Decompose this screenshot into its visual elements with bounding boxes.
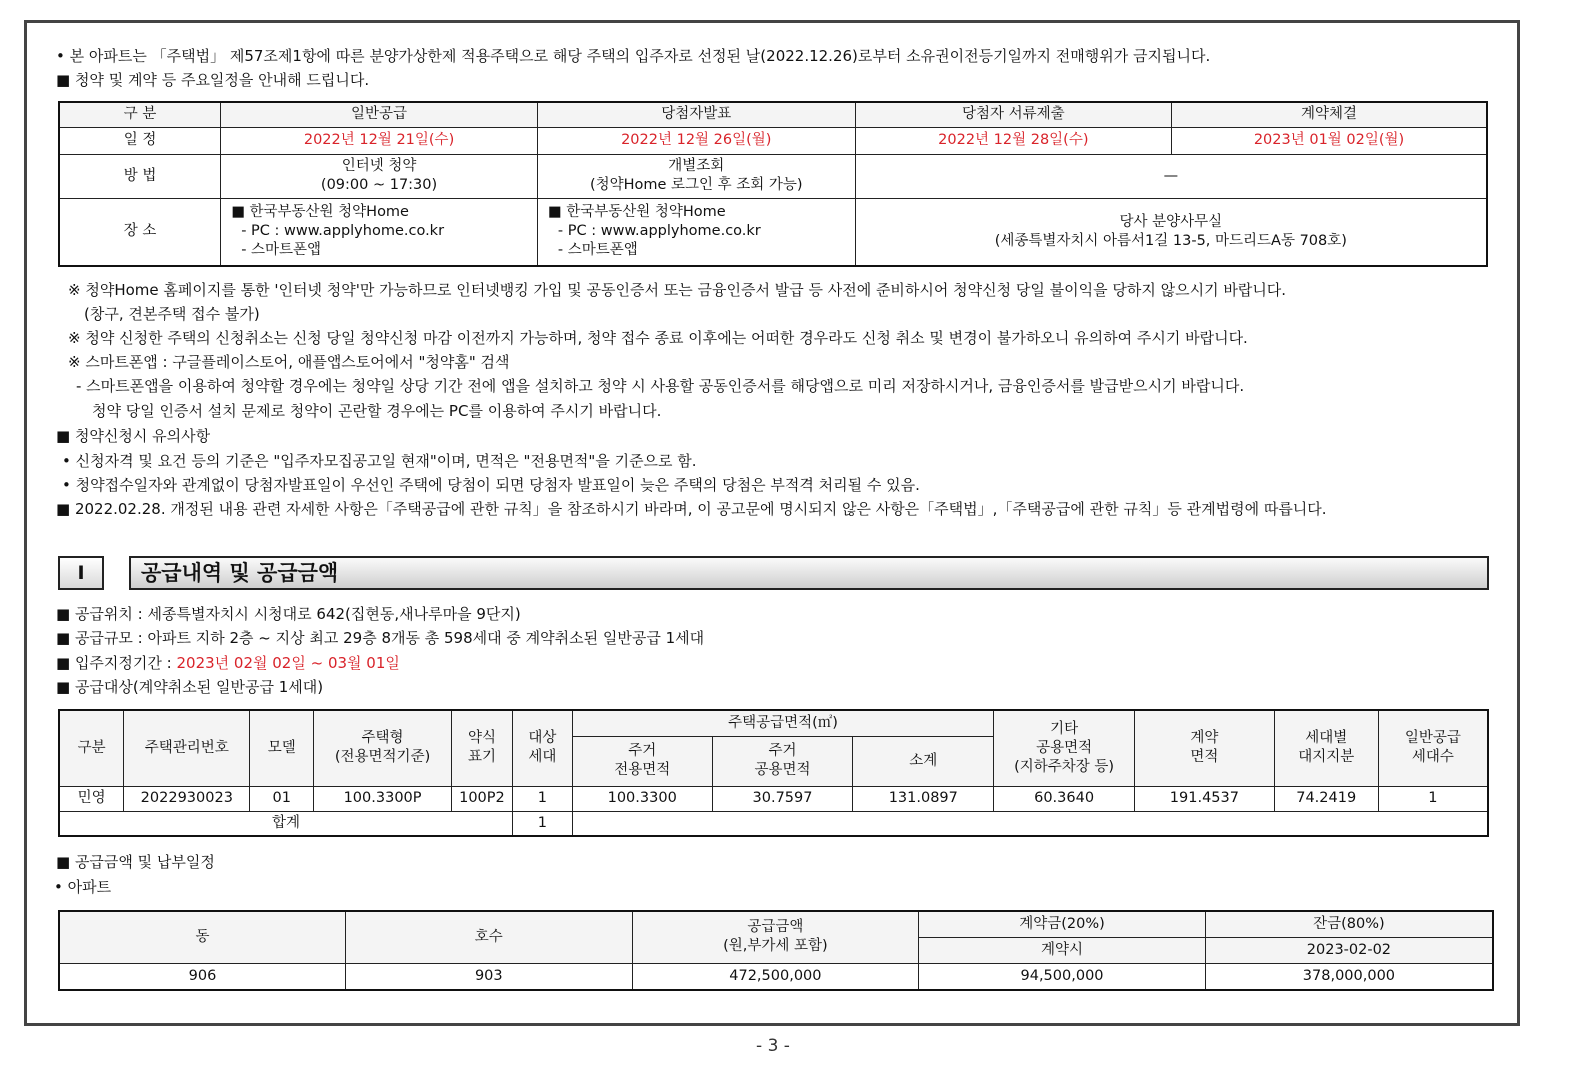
price-h-deposit-when: 계약시 — [919, 937, 1206, 963]
supply-h-land — [1274, 710, 1378, 786]
price-cell-dong: 906 — [59, 963, 346, 990]
supply-location: ■ 공급위치 : 세종특별자치시 시청대로 642(집현동,새나루마을 9단지) — [56, 605, 521, 623]
cell-exclusive: 100.3300 — [572, 786, 712, 811]
schedule-place-row — [59, 198, 1487, 266]
supply-h-other-2: 공용면적 — [1036, 739, 1093, 756]
supply-h-exclusive — [572, 736, 712, 786]
supply-h-common — [712, 736, 853, 786]
caution-eligibility: • 신청자격 및 요건 등의 기준은 "입주자모집공고일 현재"이며, 면적은 "전용면적"을 기준으로 함. — [62, 452, 697, 470]
schedule-place-label: 장 소 — [59, 198, 221, 266]
supply-h-exclusive-2: 전용면적 — [614, 762, 671, 778]
supply-h-other — [994, 710, 1135, 786]
supply-h-type-2: (전용면적기준) — [334, 749, 431, 766]
supply-total-label: 합계 — [59, 811, 512, 836]
supply-h-type — [314, 710, 452, 786]
place-office — [855, 198, 1487, 266]
cell-abbr: 100P2 — [451, 786, 512, 811]
table-row — [59, 963, 1493, 990]
section-number: I — [58, 556, 104, 590]
supply-h-units — [512, 710, 572, 786]
price-cell-deposit: 94,500,000 — [919, 963, 1206, 990]
price-h-amount-1: 공급금액 — [747, 919, 804, 936]
schedule-table — [58, 101, 1488, 267]
cell-house-no: 2022930023 — [124, 786, 250, 811]
method-winner — [537, 154, 855, 198]
place-winner-pc-link[interactable]: - PC : www.applyhome.co.kr — [557, 223, 761, 240]
place-winner — [537, 198, 855, 266]
move-in-period-label: ■ 입주지정기간 : — [56, 654, 177, 672]
supply-h-common-1: 주거 — [768, 743, 797, 759]
supply-h-other-1: 기타 — [1050, 720, 1079, 737]
supply-total-units: 1 — [512, 811, 572, 836]
cell-subtotal: 131.0897 — [853, 786, 994, 811]
cell-model: 01 — [250, 786, 314, 811]
supply-h-house-no: 주택관리번호 — [124, 710, 250, 786]
place-office-line2: (세종특별자치시 아름서1길 13-5, 마드리드A동 708호) — [994, 232, 1347, 249]
schedule-heading: ■ 청약 및 계약 등 주요일정을 안내해 드립니다. — [56, 71, 370, 89]
supply-scale: ■ 공급규모 : 아파트 지하 2층 ~ 지상 최고 29층 8개동 총 598세대 중 계약취소된 일반공급 1세대 — [56, 629, 705, 647]
section-title: 공급내역 및 공급금액 — [129, 556, 1489, 590]
schedule-date-label: 일 정 — [59, 127, 221, 154]
price-h-balance-date: 2023-02-02 — [1205, 937, 1493, 963]
supply-h-area-group: 주택공급면적(㎡) — [572, 710, 993, 736]
supply-h-general-1: 일반공급 — [1404, 730, 1461, 747]
note-app-install: - 스마트폰앱을 이용하여 청약할 경우에는 청약일 상당 기간 전에 앱을 설치하고 청약 시 사용할 공동인증서를 해당앱으로 미리 저장하시거나, 금융인증서를 발급받으시기 바랍니다. — [76, 377, 1245, 395]
place-general-line1: ■ 한국부동산원 청약Home — [231, 204, 409, 221]
price-header-row-1 — [59, 911, 1493, 937]
schedule-header-contract: 계약체결 — [1172, 102, 1487, 127]
supply-h-subtotal: 소계 — [853, 736, 994, 786]
schedule-method-label: 방 법 — [59, 154, 221, 198]
price-subheading: • 아파트 — [54, 878, 112, 896]
cell-land: 74.2419 — [1274, 786, 1378, 811]
supply-h-type-1: 주택형 — [361, 730, 404, 747]
supply-target: ■ 공급대상(계약취소된 일반공급 1세대) — [56, 678, 324, 696]
price-table — [58, 910, 1494, 991]
method-rest: — — [855, 154, 1487, 198]
date-general: 2022년 12월 21일(수) — [221, 127, 538, 154]
cell-contract: 191.4537 — [1134, 786, 1274, 811]
supply-h-contract-1: 계약 — [1190, 730, 1219, 747]
price-h-amount — [632, 911, 919, 963]
place-general-line3: - 스마트폰앱 — [241, 242, 322, 259]
note-no-counter: (창구, 견본주택 접수 불가) — [84, 305, 260, 323]
page-number: - 3 - — [756, 1036, 790, 1056]
schedule-header-row — [59, 102, 1487, 127]
supply-h-land-2: 대지지분 — [1298, 749, 1355, 766]
move-in-period — [56, 653, 400, 673]
supply-header-row-1 — [59, 710, 1488, 736]
supply-h-contract-2: 면적 — [1190, 749, 1219, 766]
place-winner-line3: - 스마트폰앱 — [557, 242, 638, 259]
supply-h-general-2: 세대수 — [1411, 749, 1454, 766]
schedule-date-row — [59, 127, 1487, 154]
price-cell-ho: 903 — [346, 963, 633, 990]
price-h-ho: 호수 — [346, 911, 633, 963]
method-general-line1: 인터넷 청약 — [341, 158, 417, 174]
supply-h-abbr-1: 약식 — [467, 730, 496, 747]
method-general — [221, 154, 538, 198]
schedule-header-general: 일반공급 — [221, 102, 538, 127]
resale-notice: • 본 아파트는 「주택법」 제57조제1항에 따른 분양가상한제 적용주택으로 해당 주택의 입주자로 선정된 날(2022.12.26)로부터 소유권이전등기일까지 전매행위가 금지됩니다. — [56, 47, 1211, 65]
supply-h-exclusive-1: 주거 — [628, 743, 657, 759]
move-in-period-value: 2023년 02월 02일 ~ 03월 01일 — [176, 654, 400, 672]
method-general-line2: (09:00 ~ 17:30) — [320, 177, 438, 193]
note-smartphone: ※ 스마트폰앱 : 구글플레이스토어, 애플앱스토어에서 "청약홈" 검색 — [68, 353, 510, 371]
method-winner-line1: 개별조회 — [668, 158, 725, 174]
price-h-amount-2: (원,부가세 포함) — [723, 938, 828, 955]
price-h-balance: 잔금(80%) — [1205, 911, 1493, 937]
cell-general: 1 — [1378, 786, 1488, 811]
caution-regulation: ■ 2022.02.28. 개정된 내용 관련 자세한 사항은「주택공급에 관한 규칙」을 참조하시기 바라며, 이 공고문에 명시되지 않은 사항은「주택법」,「주택공급에 관한 규칙」등 관계법령에 따릅니다. — [56, 500, 1327, 518]
price-heading: ■ 공급금액 및 납부일정 — [56, 853, 215, 871]
place-general-pc-link[interactable]: - PC : www.applyhome.co.kr — [241, 223, 445, 240]
supply-h-contract — [1134, 710, 1274, 786]
supply-h-units-2: 세대 — [528, 749, 557, 766]
caution-heading: ■ 청약신청시 유의사항 — [56, 427, 211, 445]
schedule-method-row — [59, 154, 1487, 198]
table-row — [59, 786, 1488, 811]
supply-h-abbr-2: 표기 — [467, 749, 496, 766]
price-cell-balance: 378,000,000 — [1205, 963, 1493, 990]
price-h-deposit: 계약금(20%) — [919, 911, 1206, 937]
date-documents: 2022년 12월 28일(수) — [855, 127, 1171, 154]
price-cell-amount: 472,500,000 — [632, 963, 919, 990]
note-internet-only: ※ 청약Home 홈페이지를 통한 '인터넷 청약'만 가능하므로 인터넷뱅킹 가입 및 공동인증서 또는 금융인증서 발급 등 사전에 준비하시어 청약신청 당일 불이익을 당하지 않으시기 바랍니다. — [68, 281, 1287, 299]
date-winner: 2022년 12월 26일(월) — [537, 127, 855, 154]
supply-table — [58, 709, 1489, 837]
price-h-dong: 동 — [59, 911, 346, 963]
place-general — [221, 198, 538, 266]
note-cancel: ※ 청약 신청한 주택의 신청취소는 신청 당일 청약신청 마감 이전까지 가능하며, 청약 접수 종료 이후에는 어떠한 경우라도 신청 취소 및 변경이 불가하오니 유의하여 주시기 바랍니다. — [68, 329, 1248, 347]
supply-h-common-2: 공용면적 — [754, 762, 811, 778]
schedule-header-winner: 당첨자발표 — [537, 102, 855, 127]
method-winner-line2: (청약Home 로그인 후 조회 가능) — [589, 177, 803, 193]
place-winner-line1: ■ 한국부동산원 청약Home — [547, 204, 726, 221]
supply-h-abbr — [451, 710, 512, 786]
supply-h-land-1: 세대별 — [1305, 730, 1348, 747]
supply-h-units-1: 대상 — [528, 730, 557, 747]
supply-h-general — [1378, 710, 1488, 786]
cell-common: 30.7597 — [712, 786, 853, 811]
note-pc-fallback: 청약 당일 인증서 설치 문제로 청약이 곤란할 경우에는 PC를 이용하여 주시기 바랍니다. — [92, 402, 662, 420]
cell-category: 민영 — [59, 786, 124, 811]
supply-h-model: 모델 — [250, 710, 314, 786]
cell-type: 100.3300P — [314, 786, 452, 811]
supply-h-category: 구분 — [59, 710, 124, 786]
date-contract: 2023년 01월 02일(월) — [1172, 127, 1487, 154]
supply-total-empty — [572, 811, 1488, 836]
place-office-line1: 당사 분양사무실 — [1119, 213, 1223, 230]
cell-other: 60.3640 — [994, 786, 1135, 811]
cell-units: 1 — [512, 786, 572, 811]
supply-h-other-3: (지하주차장 등) — [1014, 758, 1115, 775]
supply-total-row — [59, 811, 1488, 836]
schedule-header-documents: 당첨자 서류제출 — [855, 102, 1171, 127]
schedule-header-category: 구 분 — [59, 102, 221, 127]
caution-winner-priority: • 청약접수일자와 관계없이 당첨자발표일이 우선인 주택에 당첨이 되면 당첨자 발표일이 늦은 주택의 당첨은 부적격 처리될 수 있음. — [62, 476, 920, 494]
